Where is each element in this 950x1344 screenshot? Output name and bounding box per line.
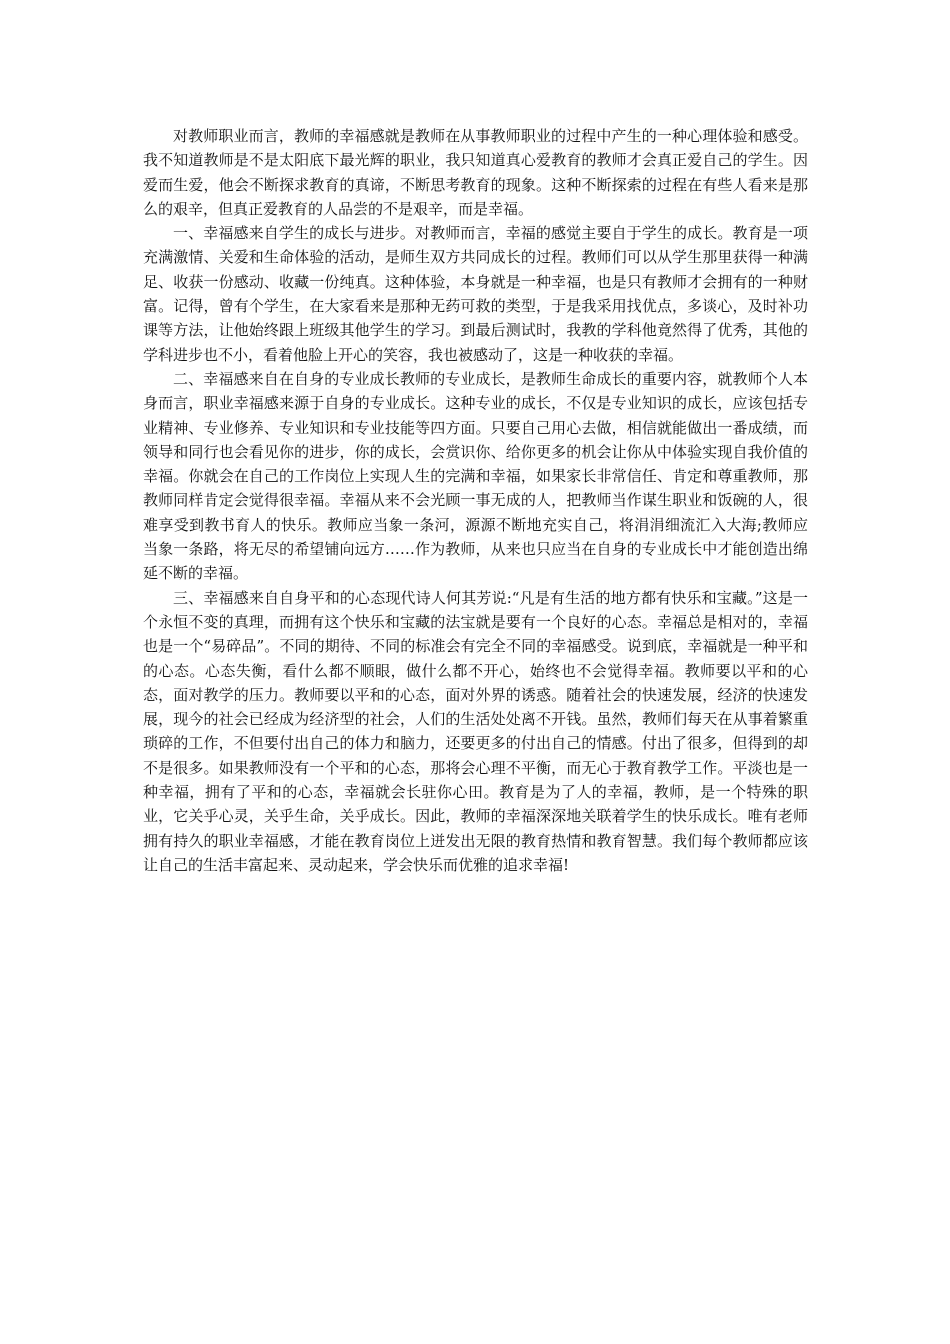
paragraph-section-2: 二、幸福感来自在自身的专业成长教师的专业成长，是教师生命成长的重要内容，就教师个人本身而言，职业幸福感来源于自身的专业成长。这种专业的成长，不仅是专业知识的成长，应该包括专业精神、专业修养、专业知识和专业技能等四方面。只要自己用心去做，相信就能做出一番成绩，而领导和同行也会看见你的进步，你的成长，会赏识你、给你更多的机会让你从中体验实现自我价值的幸福。你就会在自己的工作岗位上实现人生的完满和幸福，如果家长非常信任、肯定和尊重教师，那教师同样肯定会觉得很幸福。幸福从来不会光顾一事无成的人，把教师当作谋生职业和饭碗的人，很难享受到教书育人的快乐。教师应当象一条河，源源不断地充实自己，将涓涓细流汇入大海;教师应当象一条路，将无尽的希望铺向远方……作为教师，从来也只应当在自身的专业成长中才能创造出绵延不断的幸福。 [143,369,808,583]
paragraph-intro: 对教师职业而言，教师的幸福感就是教师在从事教师职业的过程中产生的一种心理体验和感受。我不知道教师是不是太阳底下最光辉的职业，我只知道真心爱教育的教师才会真正爱自己的学生。因爱而生爱，他会不断探求教育的真谛，不断思考教育的现象。这种不断探索的过程在有些人看来是那么的艰辛，但真正爱教育的人品尝的不是艰辛，而是幸福。 [143,127,808,218]
paragraph-section-1: 一、幸福感来自学生的成长与进步。对教师而言，幸福的感觉主要自于学生的成长。教育是一项充满激情、关爱和生命体验的活动，是师生双方共同成长的过程。教师们可以从学生那里获得一种满足、收获一份感动、收藏一份纯真。这种体验，本身就是一种幸福，也是只有教师才会拥有的一种财富。记得，曾有个学生，在大家看来是那种无药可救的类型，于是我采用找优点，多谈心，及时补功课等方法，让他始终跟上班级其他学生的学习。到最后测试时，我教的学科他竟然得了优秀，其他的学科进步也不小，看着他脸上开心的笑容，我也被感动了，这是一种收获的幸福。 [143,224,808,364]
document-body [143,124,808,877]
paragraph-section-3: 三、幸福感来自自身平和的心态现代诗人何其芳说:“凡是有生活的地方都有快乐和宝藏。”这是一个永恒不变的真理，而拥有这个快乐和宝藏的法宝就是要有一个良好的心态。幸福总是相对的，幸福也是一个“易碎品”。不同的期待、不同的标准会有完全不同的幸福感受。说到底，幸福就是一种平和的心态。心态失衡，看什么都不顺眼，做什么都不开心，始终也不会觉得幸福。教师要以平和的心态，面对教学的压力。教师要以平和的心态，面对外界的诱惑。随着社会的快速发展，经济的快速发展，现今的社会已经成为经济型的社会，人们的生活处处离不开钱。虽然，教师们每天在从事着繁重琐碎的工作，不但要付出自己的体力和脑力，还要更多的付出自己的情感。付出了很多，但得到的却不是很多。如果教师没有一个平和的心态，那将会心理不平衡，而无心于教育教学工作。平淡也是一种幸福，拥有了平和的心态，幸福就会长驻你心田。教育是为了人的幸福，教师，是一个特殊的职业，它关乎心灵，关乎生命，关乎成长。因此，教师的幸福深深地关联着学生的快乐成长。唯有老师拥有持久的职业幸福感，才能在教育岗位上迸发出无限的教育热情和教育智慧。我们每个教师都应该让自己的生活丰富起来、灵动起来，学会快乐而优雅的追求幸福! [143,588,808,874]
